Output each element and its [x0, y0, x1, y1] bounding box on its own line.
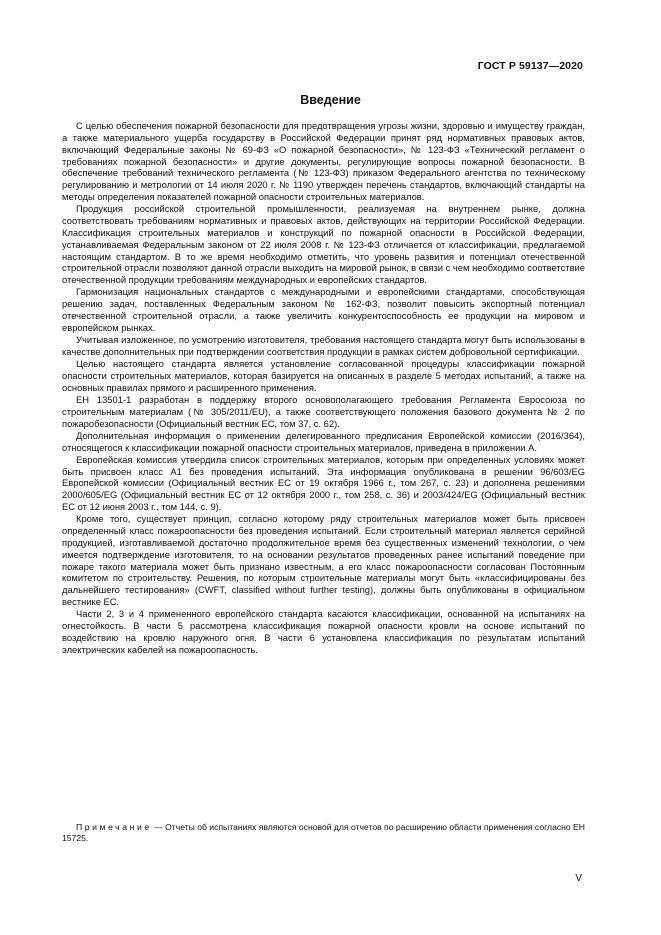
page-number: V	[575, 873, 582, 884]
paragraph: Продукция российской строительной промышленности, реализуемая на внутреннем рынке, должна соответствовать требованиям нормативных и правовых актов, действующих на территории Российской Федерации. Классификация строительных материалов и конструкций по пожарной опасности в Российской Федерации, устанавливаемая Федеральным законом от 22 июля 2008 г. № 123-ФЗ отличается от классификации, предлагаемой настоящим стандартом. В то же время необходимо отметить, что уровень развития и потенциал отечественной строительной отрасли позволяют данной отрасли выходить на мировой рынок, в связи с чем необходимо соответствие отечественной продукции требованиям международных и европейских стандартов.	[62, 203, 585, 286]
paragraph: Дополнительная информация о применении делегированного предписания Европейской комиссии (2016/364), относящегося к классификации пожарной опасности строительных материалов, приведена в приложении А.	[62, 429, 585, 453]
document-code: ГОСТ Р 59137—2020	[477, 60, 583, 72]
paragraph: Части 2, 3 и 4 примененного европейского стандарта касаются классификации, основанной на испытаниях на огнестойкость. В части 5 рассмотрена классификация пожарной опасности кровли на основе испытаний по воздействию на кровлю наружного огня. В части 6 установлена классификация по результатам испытаний электрических кабелей на пожароопасность.	[62, 608, 585, 655]
section-title: Введение	[300, 93, 361, 107]
paragraph: С целью обеспечения пожарной безопасности для предотвращения угрозы жизни, здоровью и имуществу граждан, а также материального ущерба государству в Российской Федерации принят ряд нормативных правовых актов, включающий Федеральные законы № 69-ФЗ «О пожарной безопасности», № 123-ФЗ «Технический регламент о требованиях пожарной безопасности» и другие документы, регулирующие вопросы пожарной безопасности. В обеспечение требований технического регламента (№ 123-ФЗ) приказом Федерального агентства по техническому регулированию и метрологии от 14 июля 2020 г. № 1190 утвержден перечень стандартов, включающий стандарты на методы определения показателей пожарной опасности строительных материалов.	[62, 120, 585, 203]
paragraph: Целью настоящего стандарта является установление согласованной процедуры классификации пожарной опасности строительных материалов, которая базируется на описанных в разделе 5 методах испытаний, а также на основных правилах прямого и расширенного применения.	[62, 358, 585, 393]
note	[62, 822, 585, 844]
paragraph: ЕН 13501-1 разработан в поддержку второго основополагающего требования Регламента Евросоюза по строительным материалам (№ 305/2011/EU), а также соответствующего положения базового документа № 2 по пожаробезопасности (Официальный вестник ЕС, том 37, с. 62).	[62, 393, 585, 429]
note-text: — Отчеты об испытаниях являются основой для отчетов по расширению области применения согласно ЕН 15725.	[62, 822, 585, 843]
paragraph: Кроме того, существует принцип, согласно которому ряду строительных материалов может быть присвоен определенный класс пожароопасности без проведения испытаний. Если строительный материал является серийной продукцией, изготавливаемой достаточно продолжительное время без существенных изменений технологии, о чем имеется подтверждение изготовителя, то на основании результатов проведенных ранее испытаний поведение при пожаре такого материала может быть признано известным, а его класс пожароопасности согласован Постоянным комитетом по строительству. Решения, по которым строительные материалы могут быть «классифицированы без дальнейшего тестирования» (CWFT, classified without further testing), должны быть опубликованы в официальном вестнике ЕС.	[62, 513, 585, 608]
paragraph: Гармонизация национальных стандартов с международными и европейскими стандартами, способствующая решению задач, поставленных Федеральным законом № 162-ФЗ, позволит повысить экспортный потенциал отечественной строительной отрасли, а также увеличить конкурентоспособность ее продукции на мировом и европейском рынках.	[62, 286, 585, 333]
note-label: Примечание	[76, 822, 152, 832]
paragraph: Учитывая изложенное, по усмотрению изготовителя, требования настоящего стандарта могут быть использованы в качестве дополнительных при подтверждении соответствия продукции в рамках систем добровольной сертификации.	[62, 334, 585, 357]
body-text	[62, 120, 585, 656]
paragraph: Европейская комиссия утвердила список строительных материалов, которым при определенных условиях может быть присвоен класс А1 без проведения испытаний. Эта информация опубликована в решении 96/603/EG Европейской комиссии (Официальный вестник ЕС от 19 октября 1966 г., том 267, с. 23) и дополнена решениями 2000/605/EG (Официальный вестник ЕС от 12 октября 2000 г., том 258, с. 36) и 2003/424/EG (Официальный вестник ЕС от 12 июня 2003 г., том 144, с. 9).	[62, 453, 585, 513]
